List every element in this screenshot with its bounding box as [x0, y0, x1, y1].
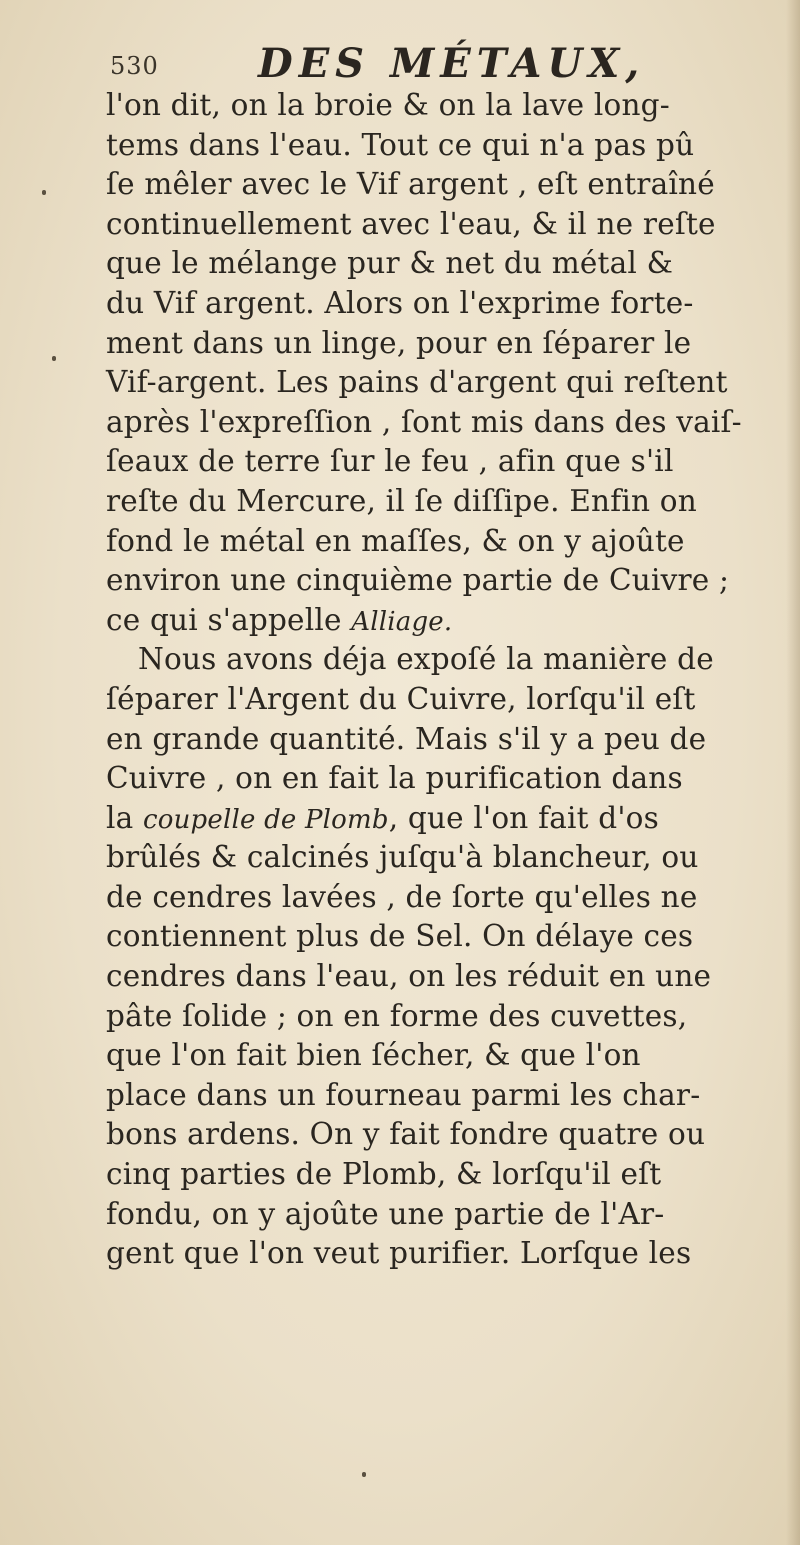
text-line: cendres dans l'eau, on les réduit en une — [106, 959, 712, 994]
text-line: du Vif argent. Alors on l'exprime forte- — [106, 285, 694, 320]
text-line: la coupelle de Plomb, que l'on fait d'os — [106, 800, 659, 835]
text-line: cinq parties de Plomb, & lorſqu'il eſt — [106, 1157, 662, 1192]
text-line: pâte ſolide ; on en forme des cuvettes, — [106, 998, 688, 1033]
text-line: ſe mêler avec le Vif argent , eſt entraîné — [106, 167, 715, 202]
italic-term: Alliage. — [351, 606, 453, 637]
page-number: 530 — [110, 52, 159, 80]
ink-speck — [362, 1472, 366, 1477]
text-line: environ une cinquième partie de Cuivre ; — [106, 563, 730, 598]
text-line: ſeaux de terre ſur le feu , afin que s'il — [106, 444, 674, 479]
text-line: fondu, on y ajoûte une partie de l'Ar- — [106, 1196, 665, 1231]
text-line: ſéparer l'Argent du Cuivre, lorſqu'il eſt — [106, 681, 696, 716]
text-line: Cuivre , on en fait la purification dans — [106, 761, 683, 796]
text-line: que le mélange pur & net du métal & — [106, 246, 674, 281]
running-head — [100, 40, 740, 92]
ink-speck — [52, 356, 56, 361]
text-line: gent que l'on veut purifier. Lorſque les — [106, 1236, 692, 1271]
text-line: en grande quantité. Mais s'il y a peu de — [106, 721, 707, 756]
text-line: place dans un fourneau parmi les char- — [106, 1077, 701, 1112]
text-line: bons ardens. On y fait fondre quatre ou — [106, 1117, 706, 1152]
text-line: l'on dit, on la broie & on la lave long- — [106, 88, 670, 122]
text-line: Vif-argent. Les pains d'argent qui reſtent — [106, 365, 728, 400]
text-line: brûlés & calcinés juſqu'à blancheur, ou — [106, 840, 699, 875]
text-line: ce qui s'appelle Alliage. — [106, 602, 453, 637]
italic-term: coupelle de Plomb — [143, 804, 389, 835]
text-line: que l'on fait bien ſécher, & que l'on — [106, 1038, 641, 1073]
ink-speck — [42, 190, 46, 195]
text-line: continuellement avec l'eau, & il ne reſte — [106, 206, 716, 241]
text-line: reſte du Mercure, il ſe diſſipe. Enfin on — [106, 483, 697, 518]
text-line: après l'expreſſion , ſont mis dans des vaiſ- — [106, 404, 742, 439]
text-line: de cendres lavées , de ſorte qu'elles ne — [106, 879, 698, 914]
body-text — [106, 86, 796, 1274]
text-line: tems dans l'eau. Tout ce qui n'a pas pû — [106, 127, 695, 162]
text-line: fond le métal en maſſes, & on y ajoûte — [106, 523, 685, 558]
text-line: contiennent plus de Sel. On délaye ces — [106, 919, 694, 954]
running-title: DES MÉTAUX, — [258, 40, 646, 87]
paragraph-start-line: Nous avons déja expoſé la manière de — [138, 642, 714, 677]
text-line: ment dans un linge, pour en ſéparer le — [106, 325, 692, 360]
